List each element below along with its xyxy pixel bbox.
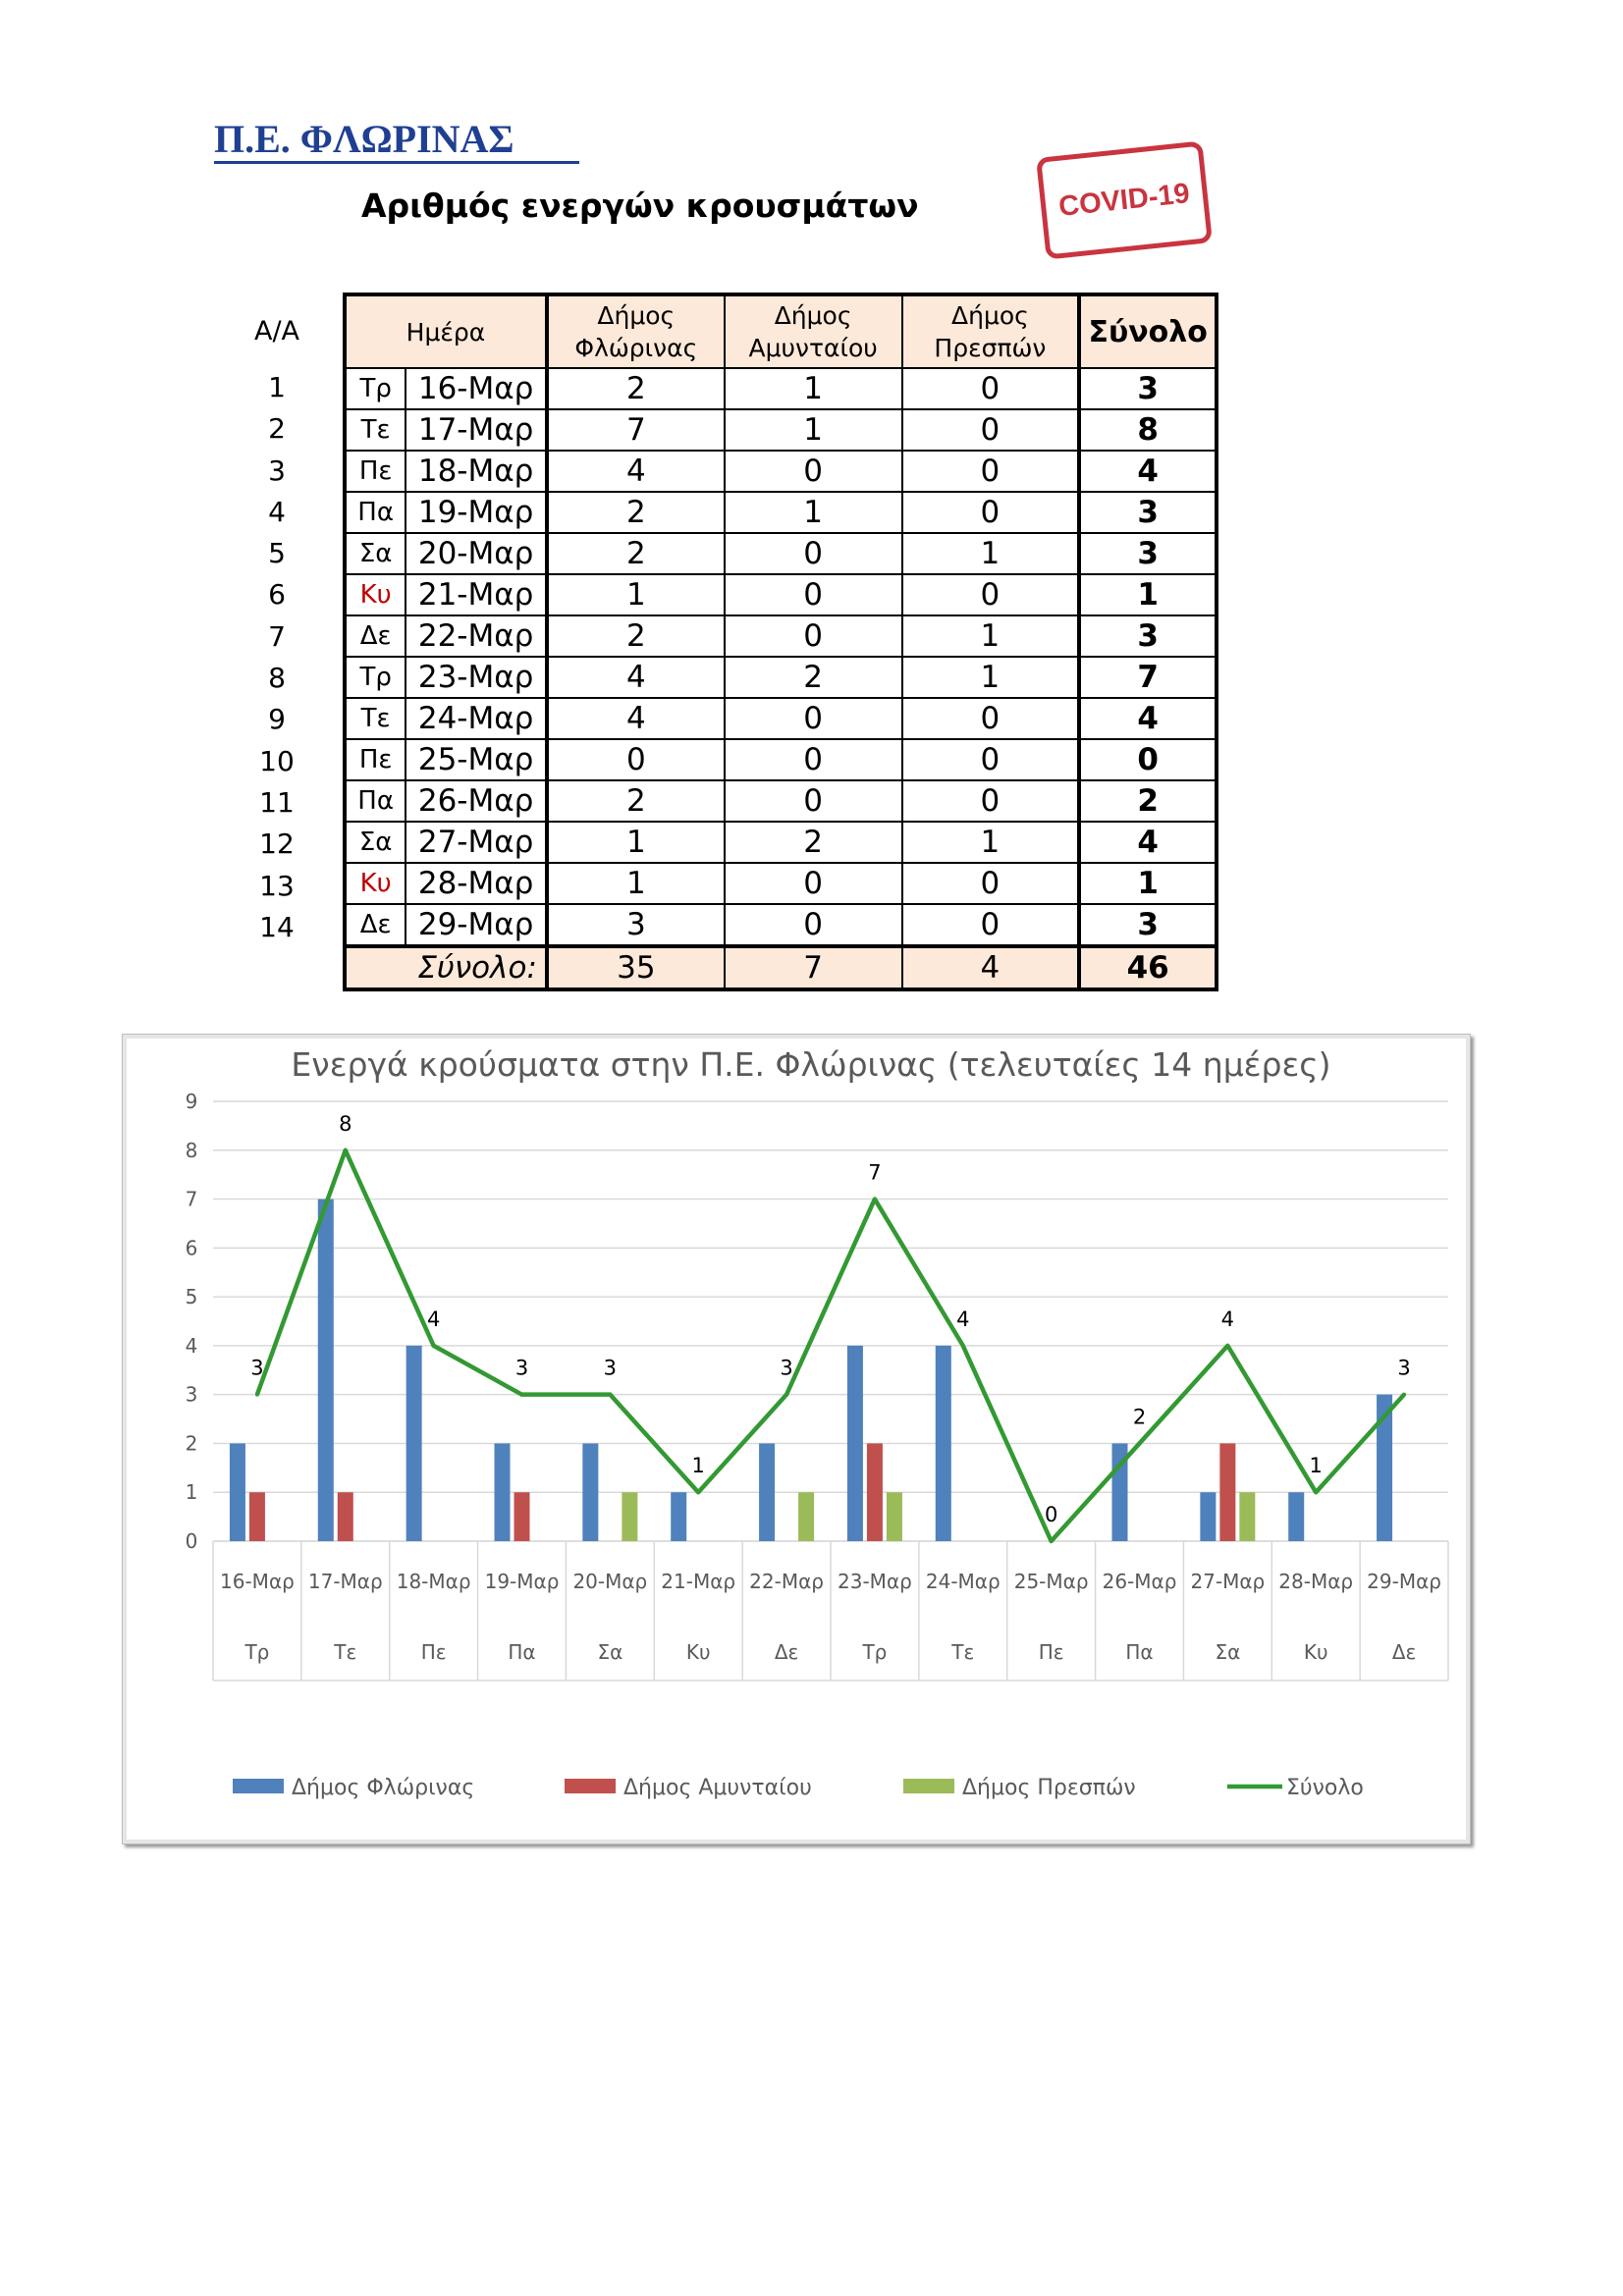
cell-florina: 1 bbox=[547, 574, 725, 615]
aa-cell: 3 bbox=[268, 454, 286, 487]
footer-amyntaio: 7 bbox=[725, 946, 902, 989]
legend-swatch-1 bbox=[565, 1779, 616, 1793]
chart-frame bbox=[122, 1034, 1471, 1844]
x-tick-label: 24-Μαρ bbox=[925, 1570, 1001, 1593]
y-tick-label: 3 bbox=[185, 1382, 198, 1407]
table-row bbox=[345, 904, 1217, 946]
cell-day: Δε bbox=[345, 904, 406, 946]
x-tick-label: 27-Μαρ bbox=[1190, 1570, 1266, 1593]
table-row bbox=[345, 739, 1217, 780]
stamp-text: COVID-19 bbox=[1056, 177, 1192, 223]
aa-cell: 5 bbox=[268, 537, 286, 570]
bar-1 bbox=[1219, 1443, 1235, 1541]
legend-swatch-0 bbox=[233, 1779, 284, 1793]
cases-table bbox=[343, 293, 1218, 991]
cell-florina: 4 bbox=[547, 698, 725, 739]
bar-0 bbox=[495, 1443, 511, 1541]
cell-florina: 3 bbox=[547, 904, 725, 946]
x-subtick-label: Κυ bbox=[1303, 1640, 1328, 1664]
x-subtick-label: Πε bbox=[1038, 1640, 1064, 1664]
cell-florina: 2 bbox=[547, 368, 725, 409]
bar-2 bbox=[622, 1492, 637, 1541]
y-tick-label: 8 bbox=[185, 1138, 198, 1162]
bar-0 bbox=[318, 1200, 334, 1541]
cell-total: 4 bbox=[1079, 698, 1217, 739]
cell-day: Δε bbox=[345, 615, 406, 657]
chart-title: Ενεργά κρούσματα στην Π.Ε. Φλώρινας (τελευταίες 14 ημέρες) bbox=[291, 1045, 1331, 1084]
aa-cell: 14 bbox=[259, 910, 295, 943]
cell-amyntaio: 1 bbox=[725, 492, 902, 533]
cell-amyntaio: 2 bbox=[725, 657, 902, 698]
cell-total: 1 bbox=[1079, 574, 1217, 615]
page-title: Π.Ε. ΦΛΩΡΙΝΑΣ bbox=[214, 117, 514, 161]
cell-florina: 7 bbox=[547, 409, 725, 451]
cell-amyntaio: 0 bbox=[725, 615, 902, 657]
data-label: 4 bbox=[426, 1307, 441, 1331]
cell-day: Τε bbox=[345, 698, 406, 739]
cell-prespes: 0 bbox=[902, 368, 1080, 409]
line-point bbox=[961, 1344, 965, 1348]
x-subtick-label: Τε bbox=[334, 1640, 357, 1664]
cell-amyntaio: 0 bbox=[725, 574, 902, 615]
cell-amyntaio: 0 bbox=[725, 533, 902, 574]
bar-0 bbox=[230, 1443, 245, 1541]
aa-column bbox=[236, 294, 318, 948]
cell-total: 4 bbox=[1079, 451, 1217, 492]
cell-day: Πα bbox=[345, 780, 406, 822]
bar-2 bbox=[887, 1492, 902, 1541]
legend-label-2: Δήμος Πρεσπών bbox=[962, 1776, 1136, 1800]
table-row bbox=[345, 492, 1217, 533]
cell-total: 3 bbox=[1079, 492, 1217, 533]
table-row bbox=[345, 533, 1217, 574]
cell-prespes: 1 bbox=[902, 657, 1080, 698]
data-label: 7 bbox=[868, 1160, 882, 1185]
cell-florina: 4 bbox=[547, 451, 725, 492]
cell-date: 26-Μαρ bbox=[406, 780, 547, 822]
data-label: 3 bbox=[780, 1356, 793, 1380]
cell-amyntaio: 1 bbox=[725, 409, 902, 451]
x-subtick-label: Σα bbox=[597, 1640, 623, 1664]
cell-amyntaio: 0 bbox=[725, 780, 902, 822]
bar-2 bbox=[798, 1492, 814, 1541]
line-point bbox=[1314, 1490, 1318, 1494]
y-tick-label: 0 bbox=[185, 1529, 198, 1553]
cell-date: 29-Μαρ bbox=[406, 904, 547, 946]
legend-swatch-2 bbox=[903, 1779, 954, 1793]
aa-cell: 8 bbox=[268, 662, 286, 695]
aa-cell: 9 bbox=[268, 703, 286, 736]
cell-date: 28-Μαρ bbox=[406, 863, 547, 904]
covid-stamp-logo bbox=[1036, 140, 1213, 259]
bar-0 bbox=[406, 1346, 422, 1541]
x-subtick-label: Πα bbox=[1125, 1640, 1154, 1664]
bar-0 bbox=[582, 1443, 598, 1541]
line-point bbox=[1050, 1539, 1054, 1543]
data-label: 1 bbox=[691, 1454, 705, 1478]
aa-cell: 13 bbox=[259, 869, 295, 902]
cell-total: 0 bbox=[1079, 739, 1217, 780]
x-subtick-label: Κυ bbox=[685, 1640, 711, 1664]
cell-day: Πε bbox=[345, 739, 406, 780]
cell-day: Πα bbox=[345, 492, 406, 533]
bar-1 bbox=[249, 1492, 265, 1541]
cell-prespes: 0 bbox=[902, 492, 1080, 533]
cell-day: Τρ bbox=[345, 657, 406, 698]
bar-0 bbox=[1200, 1492, 1216, 1541]
legend-label-1: Δήμος Αμυνταίου bbox=[623, 1776, 812, 1800]
cell-total: 2 bbox=[1079, 780, 1217, 822]
line-point bbox=[1402, 1393, 1406, 1397]
cell-amyntaio: 0 bbox=[725, 698, 902, 739]
cell-prespes: 0 bbox=[902, 863, 1080, 904]
line-point bbox=[432, 1344, 436, 1348]
bar-0 bbox=[1288, 1492, 1304, 1541]
line-point bbox=[1225, 1344, 1229, 1348]
y-tick-label: 4 bbox=[185, 1333, 198, 1358]
cell-total: 4 bbox=[1079, 822, 1217, 863]
x-tick-label: 18-Μαρ bbox=[396, 1570, 471, 1593]
cell-total: 1 bbox=[1079, 863, 1217, 904]
data-label: 3 bbox=[1397, 1356, 1411, 1380]
data-label: 8 bbox=[339, 1111, 352, 1136]
header-day: Ημέρα bbox=[345, 294, 547, 368]
cell-date: 20-Μαρ bbox=[406, 533, 547, 574]
y-tick-label: 7 bbox=[185, 1187, 198, 1211]
x-subtick-label: Δε bbox=[774, 1640, 799, 1664]
x-tick-label: 19-Μαρ bbox=[484, 1570, 560, 1593]
x-subtick-label: Τρ bbox=[244, 1640, 270, 1664]
cell-prespes: 1 bbox=[902, 615, 1080, 657]
table-row bbox=[345, 863, 1217, 904]
bar-0 bbox=[936, 1346, 951, 1541]
table-row bbox=[345, 409, 1217, 451]
cell-prespes: 0 bbox=[902, 451, 1080, 492]
cell-florina: 2 bbox=[547, 780, 725, 822]
legend-label-0: Δήμος Φλώρινας bbox=[292, 1776, 475, 1800]
x-subtick-label: Τε bbox=[951, 1640, 975, 1664]
cell-date: 24-Μαρ bbox=[406, 698, 547, 739]
cell-date: 17-Μαρ bbox=[406, 409, 547, 451]
line-point bbox=[608, 1393, 612, 1397]
cell-florina: 2 bbox=[547, 615, 725, 657]
cell-prespes: 1 bbox=[902, 822, 1080, 863]
cell-date: 19-Μαρ bbox=[406, 492, 547, 533]
data-label: 3 bbox=[514, 1356, 529, 1380]
cell-prespes: 0 bbox=[902, 574, 1080, 615]
bar-0 bbox=[847, 1346, 863, 1541]
cell-total: 7 bbox=[1079, 657, 1217, 698]
aa-cell: 4 bbox=[268, 495, 286, 528]
line-point bbox=[255, 1393, 259, 1397]
x-tick-label: 25-Μαρ bbox=[1013, 1570, 1089, 1593]
y-tick-label: 9 bbox=[185, 1090, 198, 1113]
data-label: 2 bbox=[1132, 1405, 1147, 1429]
table-body bbox=[345, 368, 1217, 946]
aa-cell: 2 bbox=[268, 412, 286, 446]
table-row bbox=[345, 780, 1217, 822]
aa-cell: 10 bbox=[259, 744, 295, 777]
bar-1 bbox=[867, 1443, 883, 1541]
cell-day: Σα bbox=[345, 533, 406, 574]
data-label: 4 bbox=[1220, 1307, 1235, 1331]
footer-total: 46 bbox=[1079, 946, 1217, 989]
cell-total: 8 bbox=[1079, 409, 1217, 451]
aa-cell: 6 bbox=[268, 578, 286, 612]
line-point bbox=[873, 1198, 877, 1201]
cell-prespes: 0 bbox=[902, 409, 1080, 451]
cell-total: 3 bbox=[1079, 368, 1217, 409]
x-tick-label: 20-Μαρ bbox=[572, 1570, 648, 1593]
cell-date: 23-Μαρ bbox=[406, 657, 547, 698]
header-florina: Δήμος Φλώρινας bbox=[547, 294, 725, 368]
cell-day: Τε bbox=[345, 409, 406, 451]
cell-florina: 2 bbox=[547, 533, 725, 574]
table-row bbox=[345, 698, 1217, 739]
footer-prespes: 4 bbox=[902, 946, 1080, 989]
cell-prespes: 0 bbox=[902, 739, 1080, 780]
x-subtick-label: Δε bbox=[1391, 1640, 1417, 1664]
x-tick-label: 28-Μαρ bbox=[1278, 1570, 1354, 1593]
x-tick-label: 16-Μαρ bbox=[220, 1570, 295, 1593]
table-row bbox=[345, 822, 1217, 863]
data-label: 3 bbox=[603, 1356, 618, 1380]
y-tick-label: 6 bbox=[185, 1236, 198, 1260]
cell-amyntaio: 0 bbox=[725, 739, 902, 780]
cell-prespes: 1 bbox=[902, 533, 1080, 574]
cell-florina: 0 bbox=[547, 739, 725, 780]
footer-label: Σύνολο: bbox=[345, 946, 547, 989]
y-tick-label: 1 bbox=[185, 1480, 198, 1505]
cell-date: 22-Μαρ bbox=[406, 615, 547, 657]
x-tick-label: 29-Μαρ bbox=[1367, 1570, 1441, 1593]
cell-amyntaio: 0 bbox=[725, 451, 902, 492]
cell-date: 27-Μαρ bbox=[406, 822, 547, 863]
table-row bbox=[345, 451, 1217, 492]
x-tick-label: 26-Μαρ bbox=[1102, 1570, 1177, 1593]
cell-date: 16-Μαρ bbox=[406, 368, 547, 409]
table-header-row bbox=[345, 294, 1217, 368]
y-tick-label: 5 bbox=[185, 1285, 198, 1309]
cell-date: 25-Μαρ bbox=[406, 739, 547, 780]
line-point bbox=[784, 1393, 788, 1397]
cell-prespes: 0 bbox=[902, 698, 1080, 739]
header-prespes: Δήμος Πρεσπών bbox=[902, 294, 1080, 368]
data-label: 0 bbox=[1044, 1503, 1058, 1526]
header-total: Σύνολο bbox=[1079, 294, 1217, 368]
cell-day: Κυ bbox=[345, 574, 406, 615]
line-point bbox=[344, 1148, 348, 1152]
x-tick-label: 23-Μαρ bbox=[838, 1570, 912, 1593]
cell-prespes: 0 bbox=[902, 904, 1080, 946]
bar-1 bbox=[514, 1492, 530, 1541]
x-subtick-label: Σα bbox=[1215, 1640, 1241, 1664]
cell-day: Τρ bbox=[345, 368, 406, 409]
table-footer-row bbox=[345, 946, 1217, 989]
line-point bbox=[696, 1490, 700, 1494]
cell-amyntaio: 1 bbox=[725, 368, 902, 409]
legend-label-3: Σύνολο bbox=[1286, 1776, 1364, 1800]
x-subtick-label: Τρ bbox=[862, 1640, 888, 1664]
cases-chart bbox=[123, 1035, 1470, 1843]
cell-amyntaio: 2 bbox=[725, 822, 902, 863]
cell-date: 18-Μαρ bbox=[406, 451, 547, 492]
x-tick-label: 21-Μαρ bbox=[661, 1570, 736, 1593]
data-label: 4 bbox=[956, 1307, 970, 1331]
cell-total: 3 bbox=[1079, 533, 1217, 574]
aa-cell: 7 bbox=[268, 619, 286, 653]
bar-0 bbox=[759, 1443, 775, 1541]
cell-day: Σα bbox=[345, 822, 406, 863]
cell-florina: 1 bbox=[547, 822, 725, 863]
cell-florina: 4 bbox=[547, 657, 725, 698]
cell-total: 3 bbox=[1079, 904, 1217, 946]
cell-amyntaio: 0 bbox=[725, 863, 902, 904]
title-underline bbox=[214, 161, 579, 164]
x-tick-label: 17-Μαρ bbox=[307, 1570, 383, 1593]
x-tick-label: 22-Μαρ bbox=[749, 1570, 824, 1593]
data-label: 1 bbox=[1309, 1454, 1323, 1478]
x-subtick-label: Πε bbox=[420, 1640, 447, 1664]
x-subtick-label: Πα bbox=[508, 1640, 536, 1664]
bar-0 bbox=[671, 1492, 686, 1541]
table-row bbox=[345, 368, 1217, 409]
header-amyntaio: Δήμος Αμυνταίου bbox=[725, 294, 902, 368]
cell-florina: 2 bbox=[547, 492, 725, 533]
cell-day: Πε bbox=[345, 451, 406, 492]
aa-cells bbox=[236, 367, 318, 948]
table-row bbox=[345, 657, 1217, 698]
cell-prespes: 0 bbox=[902, 780, 1080, 822]
cell-date: 21-Μαρ bbox=[406, 574, 547, 615]
bar-1 bbox=[338, 1492, 353, 1541]
data-label: 3 bbox=[250, 1356, 264, 1380]
aa-cell: 12 bbox=[259, 828, 295, 861]
bar-2 bbox=[1239, 1492, 1255, 1541]
aa-cell: 1 bbox=[268, 371, 286, 403]
table-row bbox=[345, 615, 1217, 657]
cell-total: 3 bbox=[1079, 615, 1217, 657]
line-point bbox=[520, 1393, 524, 1397]
cell-florina: 1 bbox=[547, 863, 725, 904]
footer-florina: 35 bbox=[547, 946, 725, 989]
aa-header: Α/Α bbox=[253, 315, 300, 347]
cell-amyntaio: 0 bbox=[725, 904, 902, 946]
line-point bbox=[1138, 1441, 1142, 1445]
table-row bbox=[345, 574, 1217, 615]
page-subtitle: Αριθμός ενεργών κρουσμάτων bbox=[361, 187, 919, 225]
y-tick-label: 2 bbox=[185, 1431, 198, 1456]
cell-day: Κυ bbox=[345, 863, 406, 904]
aa-cell: 11 bbox=[259, 785, 295, 819]
